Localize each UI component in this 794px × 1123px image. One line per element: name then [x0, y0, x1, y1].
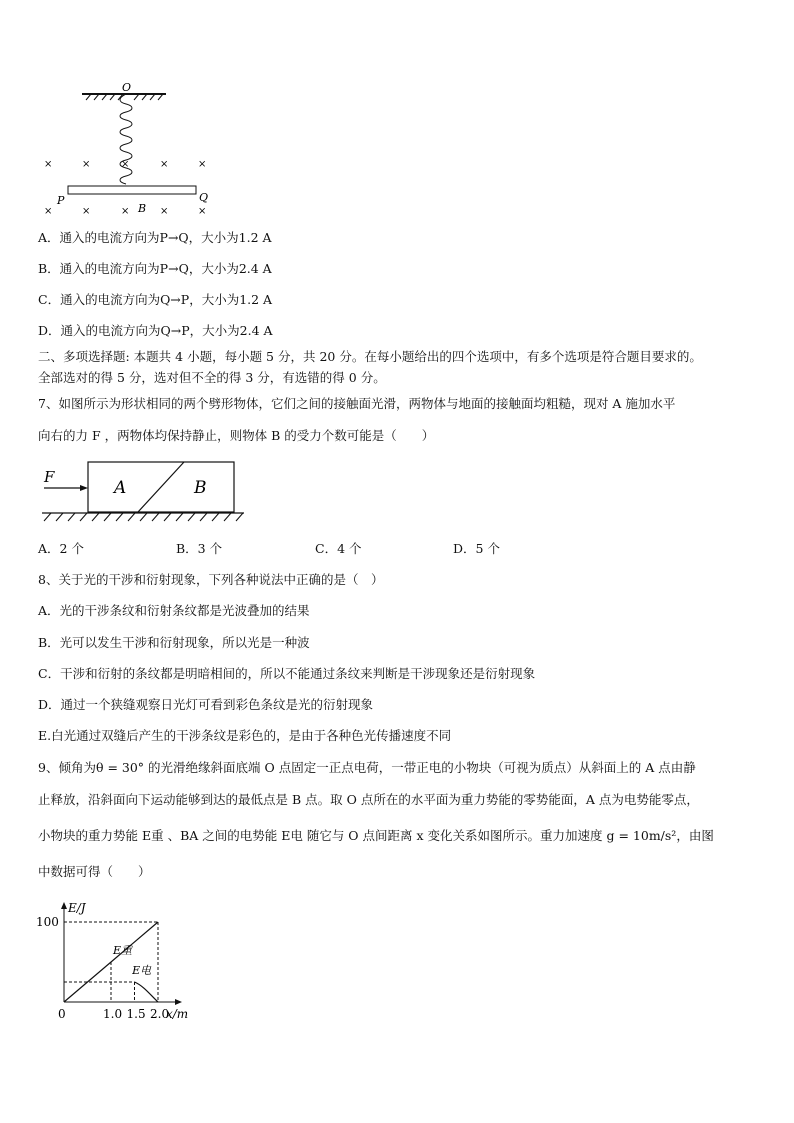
cross-mark: × [44, 159, 53, 170]
q7-stem-line-2: 向右的力 F ，两物体均保持静止，则物体 B 的受力个数可能是（ ） [38, 428, 435, 443]
ground-hatching [44, 513, 243, 521]
spring-rod-figure [38, 80, 228, 220]
q6-option-b: B．通入的电流方向为P→Q，大小为2.4 A [38, 261, 272, 276]
q8-stem: 8、关于光的干涉和衍射现象，下列各种说法中正确的是（ ） [38, 572, 384, 587]
block-label-a: A [114, 478, 127, 498]
q9-stem-line-4: 中数据可得（ ） [38, 864, 151, 879]
conducting-rod [68, 186, 196, 194]
cross-mark: × [198, 159, 207, 170]
spring [120, 94, 132, 184]
energy-chart [30, 892, 210, 1027]
cross-mark: × [44, 206, 53, 217]
q7-option-b: B．3 个 [176, 541, 223, 556]
cross-mark: × [121, 206, 130, 217]
cross-mark: × [198, 206, 207, 217]
y-tick-label: 100 [36, 915, 59, 929]
x-tick-label: 1.5 [126, 1007, 146, 1021]
q9-stem-line-3: 小物块的重力势能 E重 、BA 之间的电势能 E电 随它与 O 点间距离 x 变化关系如图所示。重力加速度 g = 10m/s²，由图 [38, 828, 714, 843]
wedge-blocks-figure [38, 458, 253, 524]
q6-option-c: C．通入的电流方向为Q→P，大小为1.2 A [38, 292, 273, 307]
q8-option-e: E.白光通过双缝后产生的干涉条纹是彩色的，是由于各种色光传播速度不同 [38, 728, 452, 743]
label-o: O [122, 81, 132, 94]
label-p: P [57, 194, 65, 207]
q7-option-d: D．5 个 [453, 541, 500, 556]
cross-mark: × [82, 206, 91, 217]
x-tick-label: 0 [58, 1007, 66, 1021]
cross-mark: × [160, 159, 169, 170]
q6-option-a: A．通入的电流方向为P→Q，大小为1.2 A [38, 230, 272, 245]
block-label-b: B [194, 478, 207, 498]
label-q: Q [199, 191, 209, 204]
cross-mark: × [82, 159, 91, 170]
y-axis-arrow [61, 902, 67, 909]
q8-option-b: B．光可以发生干涉和衍射现象，所以光是一种波 [38, 635, 310, 650]
label-b: B [138, 202, 147, 215]
q8-option-a: A．光的干涉条纹和衍射条纹都是光波叠加的结果 [38, 603, 310, 618]
q7-option-a: A．2 个 [38, 541, 84, 556]
series-label-gravity: E重 [113, 944, 133, 957]
x-tick-label: 2.0 [150, 1007, 170, 1021]
x-tick-label: 1.0 [103, 1007, 123, 1021]
x-axis-label: x/m [166, 1007, 189, 1021]
force-arrow-head [80, 485, 88, 491]
q9-stem-line-2: 止释放，沿斜面向下运动能够到达的最低点是 B 点。取 O 点所在的水平面为重力势能的零势能面，A 点为电势能零点， [38, 792, 699, 807]
cross-mark: × [121, 159, 130, 170]
x-axis-arrow [175, 999, 182, 1005]
cross-mark: × [160, 206, 169, 217]
q7-option-c: C．4 个 [315, 541, 362, 556]
section-2-line-1: 二、多项选择题: 本题共 4 小题，每小题 5 分，共 20 分。在每小题给出的四个选项中，有多个选项是符合题目要求的。 [38, 349, 702, 364]
q8-option-c: C．干涉和衍射的条纹都是明暗相间的，所以不能通过条纹来判断是干涉现象还是衍射现象 [38, 666, 536, 681]
q9-stem-line-1: 9、倾角为θ = 30° 的光滑绝缘斜面底端 O 点固定一正点电荷，一带正电的小物块（可视为质点）从斜面上的 A 点由静 [38, 760, 696, 775]
series-label-electric: E电 [132, 964, 152, 977]
section-2-line-2: 全部选对的得 5 分，选对但不全的得 3 分，有选错的得 0 分。 [38, 370, 386, 385]
q8-option-d: D．通过一个狭缝观察日光灯可看到彩色条纹是光的衍射现象 [38, 697, 374, 712]
q7-stem-line-1: 7、如图所示为形状相同的两个劈形物体，它们之间的接触面光滑，两物体与地面的接触面均粗糙，现对 A 施加水平 [38, 396, 676, 411]
q6-option-d: D．通入的电流方向为Q→P，大小为2.4 A [38, 323, 273, 338]
force-label-f: F [44, 468, 55, 486]
y-axis-label: E/J [68, 901, 86, 915]
series-electric-curve [135, 982, 159, 1002]
